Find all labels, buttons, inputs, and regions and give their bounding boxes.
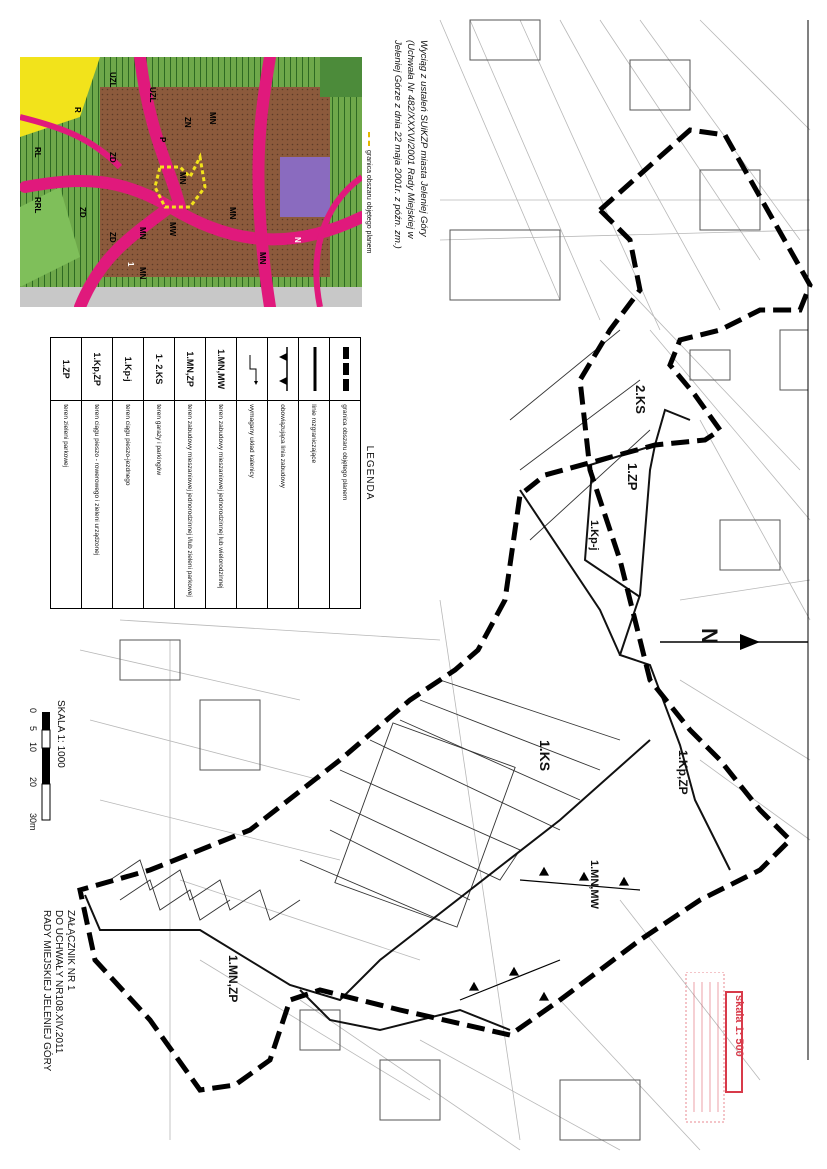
extract-title-line-1: Wyciąg z ustaleń SUiKZP miasta Jeleniej Góry — [418, 40, 429, 237]
extract-zone-zd-2: ZD — [108, 232, 117, 243]
legend-symbol: 1.ZP — [51, 338, 82, 401]
extract-zone-zd-3: ZD — [78, 207, 87, 218]
legend-text: granica obszaru objętego planem — [330, 401, 361, 609]
legend-symbol-boundary — [330, 338, 361, 401]
legend-symbol-line — [299, 338, 330, 401]
extract-title — [391, 40, 430, 249]
legend-symbol: 1.MN,ZP — [175, 338, 206, 401]
extract-zone-zd-1: ZD — [108, 152, 117, 163]
extract-title-line-3: Jeleniej Górze z dnia 22 maja 2001r. z późn. zm.) — [392, 40, 403, 249]
scale-tick-10: 10 — [28, 742, 38, 753]
legend-row — [237, 338, 268, 609]
scale-bar — [40, 712, 52, 822]
extract-zone-mn-5: MN — [138, 227, 147, 240]
legend-title: LEGENDA — [364, 445, 375, 501]
annex-line-1: ZAŁĄCZNIK NR 1 — [65, 910, 76, 991]
zone-label-1mnmw: 1.MN,MW — [588, 860, 600, 909]
legend-row — [113, 338, 144, 609]
legend-row — [268, 338, 299, 609]
extract-zone-rrl: RRL — [33, 197, 42, 214]
legend-row — [144, 338, 175, 609]
north-arrow — [660, 634, 808, 650]
legend-text: teren zieleni parkowej — [51, 401, 82, 609]
yellow-boundary-swatch — [368, 132, 370, 146]
legend-text: teren ciągu pieszo - rowerowego i zieleni urządzonej — [82, 401, 113, 609]
extract-zone-mn-3: MN — [228, 207, 237, 220]
extract-zone-uzl-1: UZL — [108, 72, 117, 88]
legend-text: teren zabudowy mieszaniowej jednorodzinnej i/lub zieleni parkowej — [175, 401, 206, 609]
legend-text: wymagany układ kalenicy — [237, 401, 268, 609]
north-label: N — [697, 628, 722, 644]
legend-symbol-building-line — [268, 338, 299, 401]
study-extract-map — [20, 57, 362, 307]
scale-tick-20: 20 — [28, 777, 38, 788]
extract-boundary-caption: granica obszaru objętego planem — [365, 132, 372, 254]
legend-text: teren ciągu pieszo-jezdnego — [113, 401, 144, 609]
legend-row — [51, 338, 82, 609]
legend-text: teren garaży i parkingów — [144, 401, 175, 609]
scale-tick-5: 5 — [28, 726, 38, 732]
extract-zone-mn-4: MN — [258, 252, 267, 265]
extract-zone-mn-1: MN — [208, 112, 217, 125]
zone-label-1mnzp: 1.MN,ZP — [226, 955, 240, 1003]
legend-text: linie rozgraniczające — [299, 401, 330, 609]
legend-row — [82, 338, 113, 609]
legend-symbol-ridge — [237, 338, 268, 401]
extract-road-1: 1 — [126, 262, 135, 267]
legend — [33, 337, 375, 609]
extract-zone-mw: MW — [168, 222, 177, 237]
zone-label-1zp: 1.ZP — [625, 463, 640, 491]
annex-line-2: DO UCHWAŁY NR108.XIV.2011 — [53, 910, 64, 1054]
legend-symbol: 1.Kp,ZP — [82, 338, 113, 401]
legend-text: obowiązująca linia zabudowy — [268, 401, 299, 609]
extract-zone-mn-2: MN — [178, 172, 187, 185]
extract-zone-p: P — [158, 137, 167, 143]
scale-tick-0: 0 — [28, 708, 38, 714]
legend-text: teren zabudowy mieszaniowej jednorodzinnej lub wielorodzinnej — [206, 401, 237, 609]
extract-zone-r: R — [73, 107, 82, 113]
zone-label-1kpzp: 1.Kp,ZP — [676, 750, 690, 795]
scale-label: SKALA 1: 1000 — [55, 700, 66, 768]
legend-symbol: 1.MN,MW — [206, 338, 237, 401]
scale-tick-30: 30m — [28, 813, 38, 831]
extract-zone-mn-6: MN — [138, 267, 147, 280]
zone-label-1ks: 1.KS — [537, 740, 553, 772]
zone-label-1kpj: 1.Kp-j — [588, 520, 600, 551]
legend-symbol: 1- 2.KS — [144, 338, 175, 401]
legend-row — [330, 338, 361, 609]
extract-road-n: N — [293, 237, 302, 243]
extract-zone-uzl-2: UZL — [148, 87, 157, 103]
legend-symbol: 1.Kp-j — [113, 338, 144, 401]
stamp-scale-text: skala 1: 500 — [733, 995, 745, 1057]
annex-caption — [40, 910, 76, 1071]
extract-zone-rl: RL — [33, 147, 42, 158]
legend-table — [50, 337, 361, 609]
zone-label-2ks: 2.KS — [633, 385, 648, 414]
legend-row — [299, 338, 330, 609]
extract-title-line-2: (Uchwała Nr 482/XXXVI/2001 Rady Miejskiej w — [405, 40, 416, 239]
extract-zone-zn: ZN — [183, 117, 192, 128]
legend-row — [175, 338, 206, 609]
annex-line-3: RADY MIEJSKIEJ JELENIEJ GÓRY — [41, 910, 52, 1072]
legend-row — [206, 338, 237, 609]
